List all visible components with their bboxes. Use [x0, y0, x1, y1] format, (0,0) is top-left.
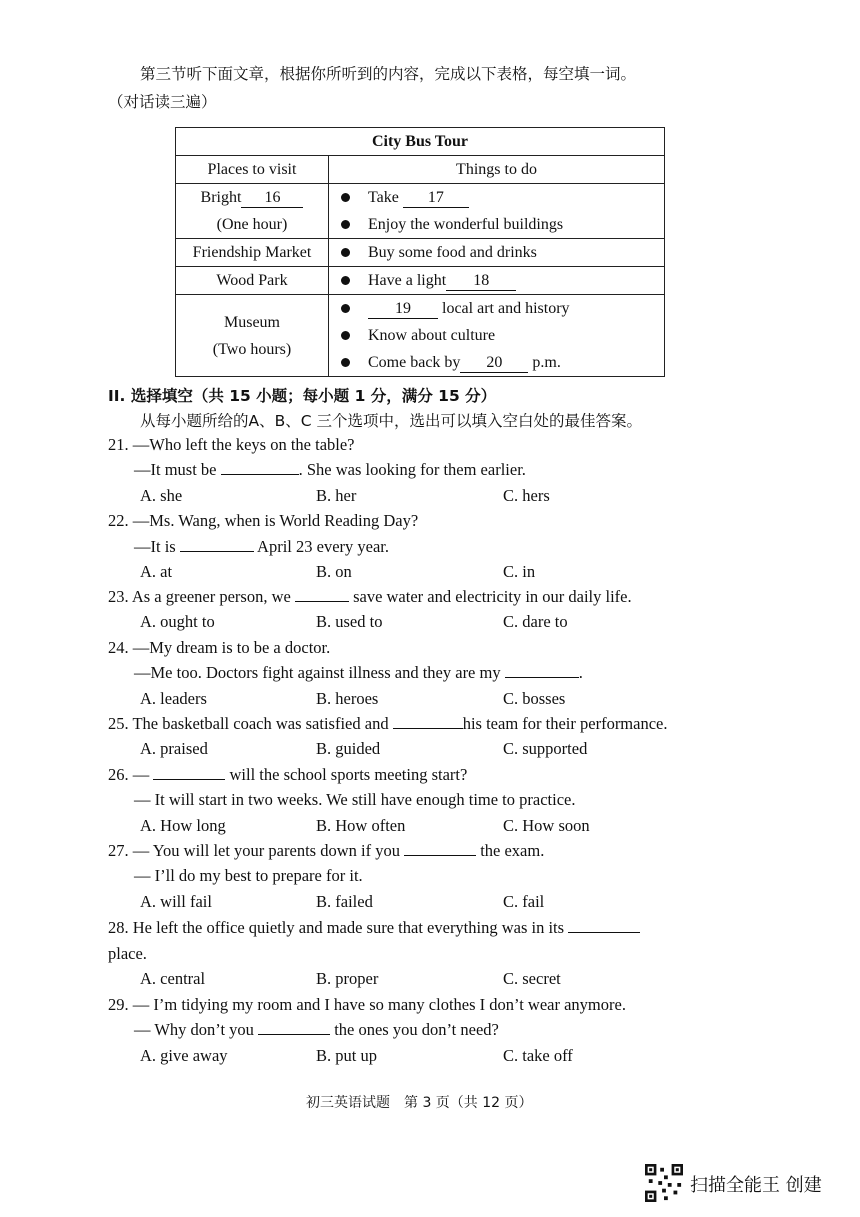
option-b: B. put up — [316, 1046, 377, 1065]
place-cell: Friendship Market — [176, 239, 329, 267]
table-row — [176, 295, 665, 377]
option-c: C. supported — [503, 739, 588, 758]
bullet-icon — [341, 331, 350, 340]
section3-note: （对话读三遍） — [108, 93, 217, 111]
option-c: C. hers — [503, 486, 550, 505]
place-cell: Museum (Two hours) — [176, 295, 329, 377]
answer-blank — [153, 779, 225, 780]
question-24-line2: —Me too. Doctors fight against illness and they are my . — [134, 663, 583, 682]
col-header-things: Things to do — [329, 156, 665, 184]
question-24: 24. —My dream is to be a doctor. — [108, 638, 331, 657]
question-22: 22. —Ms. Wang, when is World Reading Day? — [108, 511, 419, 530]
option-c: C. bosses — [503, 689, 566, 708]
blank-17: 17 — [403, 189, 469, 208]
city-bus-tour-table — [175, 127, 665, 377]
table-row — [176, 239, 665, 267]
option-a: A. How long — [140, 816, 226, 835]
bullet-icon — [341, 358, 350, 367]
place-cell: Bright 16 (One hour) — [176, 184, 329, 239]
answer-blank — [393, 728, 463, 729]
col-header-places: Places to visit — [176, 156, 329, 184]
option-b: B. How often — [316, 816, 406, 835]
question-26-line2: — It will start in two weeks. We still have enough time to practice. — [134, 790, 576, 809]
option-a: A. will fail — [140, 892, 212, 911]
answer-blank — [258, 1034, 330, 1035]
question-28: 28. He left the office quietly and made sure that everything was in its — [108, 918, 640, 938]
bullet-icon — [341, 220, 350, 229]
question-27-line2: — I’ll do my best to prepare for it. — [134, 866, 363, 885]
option-a: A. at — [140, 562, 173, 581]
answer-blank — [404, 855, 476, 856]
option-b: B. heroes — [316, 689, 379, 708]
table-title: City Bus Tour — [176, 128, 665, 156]
question-22-line2: —It is April 23 every year. — [134, 537, 390, 556]
option-c: C. take off — [503, 1046, 573, 1065]
option-b: B. used to — [316, 612, 383, 631]
question-29: 29. — I’m tidying my room and I have so many clothes I don’t wear anymore. — [108, 995, 626, 1014]
section3-instruction: 第三节听下面文章，根据你所听到的内容，完成以下表格，每空填一词。 — [140, 65, 637, 83]
question-25: 25. The basketball coach was satisfied and his team for their performance. — [108, 714, 668, 733]
part2-instruction: 从每小题所给的A、B、C 三个选项中，选出可以填入空白处的最佳答案。 — [140, 412, 642, 430]
question-27: 27. — You will let your parents down if you the exam. — [108, 841, 545, 860]
question-21: 21. —Who left the keys on the table? — [108, 435, 355, 454]
page-footer: 初三英语试题 第 3 页（共 12 页） — [306, 1095, 533, 1111]
option-c: C. fail — [503, 892, 545, 911]
option-b: B. guided — [316, 739, 381, 758]
option-a: A. leaders — [140, 689, 207, 708]
bullet-icon — [341, 193, 350, 202]
part2-heading: II. 选择填空（共 15 小题；每小题 1 分，满分 15 分） — [108, 387, 497, 405]
answer-blank — [221, 474, 299, 475]
question-26: 26. — will the school sports meeting start? — [108, 765, 468, 784]
things-cell: 19 local art and history Know about culture Come back by 20 p.m. — [329, 295, 665, 377]
table-row — [176, 184, 665, 239]
place-cell: Wood Park — [176, 267, 329, 295]
things-cell: Buy some food and drinks — [329, 239, 665, 267]
bullet-icon — [341, 276, 350, 285]
option-c: C. How soon — [503, 816, 590, 835]
option-c: C. in — [503, 562, 536, 581]
option-a: A. give away — [140, 1046, 228, 1065]
things-cell: Have a light 18 — [329, 267, 665, 295]
answer-blank — [568, 932, 640, 933]
option-a: A. praised — [140, 739, 208, 758]
question-29-line2: — Why don’t you the ones you don’t need? — [134, 1020, 499, 1039]
bullet-icon — [341, 304, 350, 313]
option-c: C. dare to — [503, 612, 568, 631]
option-b: B. proper — [316, 969, 379, 988]
option-a: A. central — [140, 969, 206, 988]
answer-blank — [295, 601, 349, 602]
blank-16: 16 — [241, 189, 303, 208]
answer-blank — [505, 677, 579, 678]
things-cell: Take 17 Enjoy the wonderful buildings — [329, 184, 665, 239]
option-a: A. she — [140, 486, 183, 505]
option-c: C. secret — [503, 969, 561, 988]
question-23: 23. As a greener person, we save water and electricity in our daily life. — [108, 587, 632, 606]
question-28-line2: place. — [108, 944, 147, 963]
option-b: B. on — [316, 562, 352, 581]
question-21-line2: —It must be . She was looking for them earlier. — [134, 460, 526, 479]
blank-19: 19 — [368, 300, 438, 319]
option-a: A. ought to — [140, 612, 215, 631]
blank-18: 18 — [446, 272, 516, 291]
qr-code-icon — [645, 1164, 683, 1202]
bullet-icon — [341, 248, 350, 257]
blank-20: 20 — [460, 354, 528, 373]
table-row — [176, 267, 665, 295]
option-b: B. her — [316, 486, 357, 505]
option-b: B. failed — [316, 892, 373, 911]
answer-blank — [180, 551, 254, 552]
scanner-watermark: 扫描全能王 创建 — [690, 1175, 822, 1196]
